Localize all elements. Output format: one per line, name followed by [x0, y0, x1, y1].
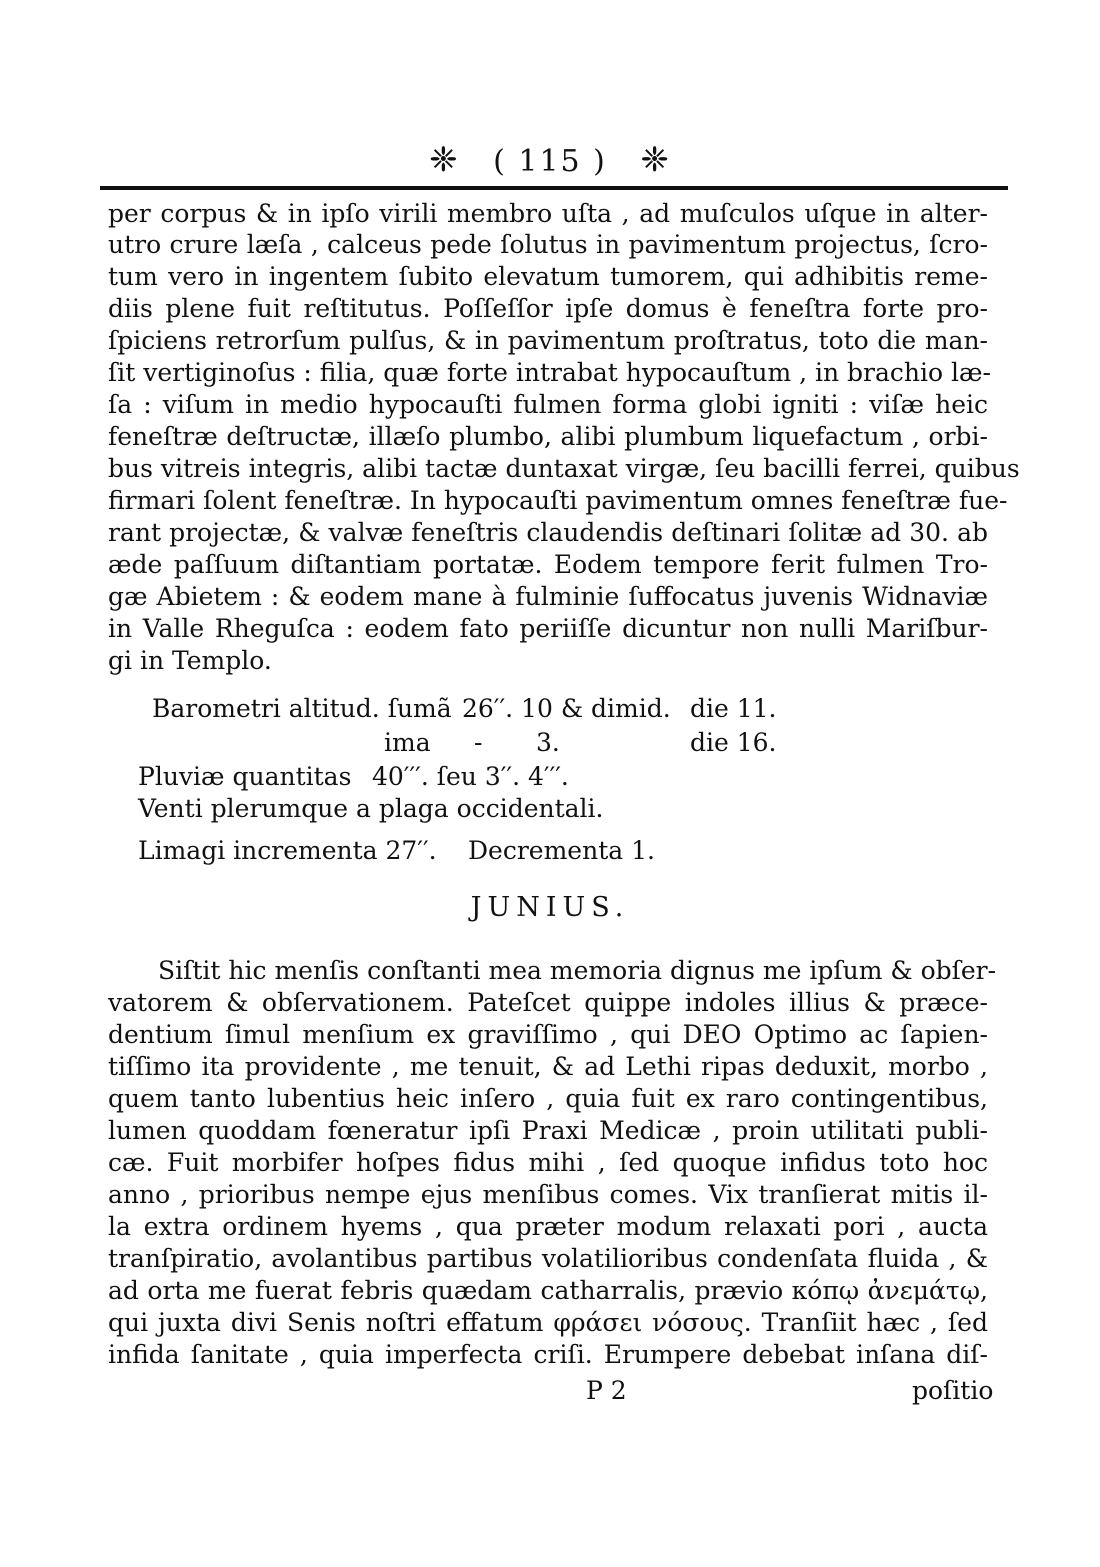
text-line: diis plene fuit reſtitutus. Poſſeſſor ipſe domus è feneſtra forte pro- — [108, 294, 988, 323]
text-line: tiſſimo ita providente , me tenuit, & ad Lethi ripas deduxit, morbo , — [108, 1052, 988, 1081]
header-rule — [100, 186, 1008, 190]
text-line: qui juxta divi Senis noſtri effatum φράσει νόσους. Tranſiit hæc , ſed — [108, 1308, 988, 1337]
ornament-right-icon: ❈ — [640, 140, 671, 180]
section-title: JUNIUS. — [470, 892, 630, 923]
rain-value: 40′′′. ſeu 3′′. 4′′′. — [372, 762, 569, 791]
river-increment: Limagi incrementa 27′′. — [138, 836, 437, 865]
text-line: æde paſſuum diſtantiam portatæ. Eodem tempore ferit fulmen Tro- — [108, 550, 988, 579]
text-line: bus vitreis integris, alibi tactæ duntaxat virgæ, ſeu bacilli ferrei, quibus — [108, 454, 1020, 483]
text-line: tum vero in ingentem ſubito elevatum tumorem, qui adhibitis reme- — [108, 262, 988, 291]
text-line: ad orta me fuerat febris quædam catharralis, prævio κόπῳ ἀνεμάτῳ, — [108, 1276, 988, 1305]
barometer-max-day: die 11. — [690, 694, 777, 723]
text-line: rant projectæ, & valvæ feneſtris claudendis deſtinari ſolitæ ad 30. ab — [108, 518, 988, 547]
text-line: la extra ordinem hyems , qua præter modum relaxati pori , aucta — [108, 1212, 988, 1241]
barometer-max-value: 26′′. 10 & dimid. — [462, 694, 671, 723]
wind-note: Venti plerumque a plaga occidentali. — [138, 794, 604, 823]
text-line: per corpus & in ipſo virili membro uſta , ad muſculos uſque in alter- — [108, 199, 988, 228]
barometer-min-value: 3. — [536, 728, 560, 757]
text-line: lumen quoddam fœneratur ipſi Praxi Medicæ , proin utilitati publi- — [108, 1116, 988, 1145]
text-line: dentium ſimul menſium ex graviſſimo , qui DEO Optimo ac ſapien- — [108, 1020, 988, 1049]
text-line: anno , prioribus nempe ejus menſibus comes. Vix tranſierat mitis il- — [108, 1180, 988, 1209]
page-header — [0, 140, 1100, 180]
barometer-min-label: ima — [384, 728, 431, 757]
text-line: ſpiciens retrorſum pulſus, & in pavimentum proſtratus, toto die man- — [108, 326, 988, 355]
text-line: Siſtit hic menſis conſtanti mea memoria dignus me ipſum & obſer- — [158, 956, 997, 985]
text-line: ſa : viſum in medio hypocauſti fulmen forma globi igniti : viſæ heic — [108, 390, 988, 419]
text-line: utro crure læſa , calceus pede ſolutus in pavimentum projectus, ſcro- — [108, 230, 988, 259]
barometer-label: Barometri altitud. ſumã — [152, 694, 452, 723]
text-line: quem tanto lubentius heic inſero , quia fuit ex raro contingentibus, — [108, 1084, 988, 1113]
text-line: feneſtræ deſtructæ, illæſo plumbo, alibi plumbum liquefactum , orbi- — [108, 422, 988, 451]
text-line: gi in Templo. — [108, 646, 272, 675]
text-line: gæ Abietem : & eodem mane à fulminie ſuffocatus juvenis Widnaviæ — [108, 582, 988, 611]
ornament-left-icon: ❈ — [429, 140, 460, 180]
signature-mark: P 2 — [586, 1376, 627, 1405]
rain-label: Pluviæ quantitas — [138, 762, 352, 791]
catchword: poſitio — [912, 1376, 994, 1405]
text-line: infida ſanitate , quia imperfecta criſi. Erumpere debebat inſana diſ- — [108, 1340, 988, 1369]
text-line: tranſpiratio, avolantibus partibus volatilioribus condenſata fluida , & — [108, 1244, 988, 1273]
text-line: cæ. Fuit morbifer hoſpes fidus mihi , ſed quoque infidus toto hoc — [108, 1148, 988, 1177]
river-decrement: Decrementa 1. — [468, 836, 655, 865]
text-line: in Valle Rheguſca : eodem fato periiſſe dicuntur non nulli Mariſbur- — [108, 614, 988, 643]
text-line: ſit vertiginoſus : filia, quæ forte intrabat hypocauſtum , in brachio læ- — [108, 358, 991, 387]
page-number: ( 115 ) — [493, 144, 607, 179]
text-line: vatorem & obſervationem. Pateſcet quippe indoles illius & præce- — [108, 988, 988, 1017]
barometer-min-dash: - — [474, 728, 483, 757]
text-line: firmari ſolent feneſtræ. In hypocauſti pavimentum omnes feneſtræ fue- — [108, 486, 1008, 515]
barometer-min-day: die 16. — [690, 728, 777, 757]
